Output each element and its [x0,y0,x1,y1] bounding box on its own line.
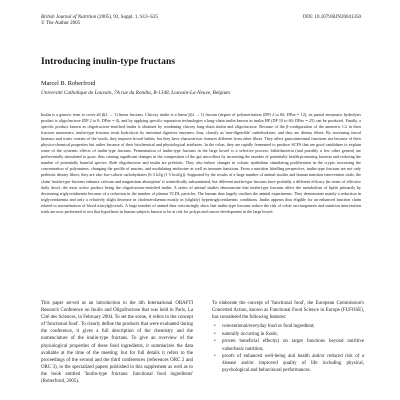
journal-volume: (2005), 93, Suppl. 1, S13–S25 [96,15,158,20]
author-affiliation: Université Catholique de Louvain, 7A rue du Rondia, B-1348, Louvain-La-Neuve, Belgium [41,90,230,96]
body-left-column [41,300,193,400]
body-right-column [212,300,364,400]
bullet-icon: • [214,354,216,360]
list-item: • proofs of enhanced well-being and health and/or reduced risk of a disease and/or improved quality of life including physical, psychological and behavioural performances. [214,354,364,374]
list-item: • proven beneficial effect(s) on target functions beyond nutritive value/basic nutrition; [214,339,364,352]
list-item: • conventional/everyday food or food ingredient; [214,324,315,330]
copyright-line: © The Author 2005 [41,21,81,27]
list-item: • naturally occurring in foods; [214,331,278,337]
bullet-icon: • [214,331,216,337]
journal-name: British Journal of Nutrition [41,15,97,20]
bullet-icon: • [214,339,216,345]
functional-food-paragraph: To elaborate the concept of 'functional food', the European Commission's Concerted Action, known as Functional Food Science in Europe (FUFOSE), has considered the following features: [212,301,364,321]
bullet-icon: • [214,324,216,330]
doi-label: DOI: 10.1079/BJN20041350 [302,15,361,20]
journal-citation [41,15,261,28]
abstract-text: Inulin is a generic term to cover all β(2 → 1) linear fructans. Chicory inulin is a linear β(2 → 1) fructan (degree of polymerisation (DP) 2 to 60; DPav = 12), its partial enzymatic hydrolysis product is oligofructose (DP 2 to 8; DPav = 4), and by applying specific separation technologies a long-chain inulin known as inulin HP (DP 10 to 60; DPav = 25) can be produced. Finally, a specific product known as oligofructose-enriched inulin is obtained by combining chicory long-chain inulin and oligofructose. Because of the β-configuration of the anomeric C2 in their fructose monomers, inulin-type fructans resist hydrolysis by intestinal digestive enzymes; thus, classify as 'non-digestible' carbohydrates, and they are dietary fibres. By increasing faecal biomass and water content of the stools, they improve bowel habits, but they have characteristic features different from other fibres. They affect gastrointestinal functions not because of their physico-chemical properties but rather because of their biochemical and physiological attributes. In the colon, they are rapidly fermented to produce SCFA that are good candidates to explain some of the systemic effects of inulin-type fructans. Fermentation of inulin-type fructans in the large bowel is a selective process; bifidobacteria (and possibly a few other genera) are preferentially stimulated to grow, thus causing significant changes in the composition of the gut microflora by increasing the number of potentially health-promoting bacteria and reducing the number of potentially harmful species. Both oligofructose and inulin are prebiotic. They also induce changes in colonic epithelium stimulating proliferation in the crypts, increasing the concentration of polyamines, changing the profile of mucins, and modulating endocrine as well as immune functions. From a nutrition labelling perspective, inulin-type fructans are not only prebiotic dietary fibres; they are also low-calorie carbohydrates (6·3 kJ/g (1·5 kcal/g)). Supported by the results of a large number of animal studies and human nutrition intervention trials, the claim 'inulin-type fructans enhance calcium and magnesium absorption' is scientifically substantiated, but different inulin-type fructans have probably a different efficacy (in terms of effective daily dose), the most active product being the oligofructose-enriched inulin. A series of animal studies demonstrate that inulin-type fructans affect the metabolism of lipids primarily by decreasing triglyceridaemia because of a reduction in the number of plasma VLDL particles. The human data largely confirm the animal experiments. They demonstrate mainly a reduction in triglyceridaemia and only a relatively slight decrease in cholesterolaemia mostly in (slightly) hypertriglyceridaemic conditions. Inulin appears thus eligible for an enhanced function claim related to normalisation of blood triacylglycerols. A large number of animal data convincingly show that inulin-type fructans reduce the risk of colon carcinogenesis and nutrition intervention trials are now performed to test that hypothesis in human subjects known to be at risk for polyps and cancer development in the large bowel. [41,112,361,214]
features-list [212,323,364,374]
author-name: Marcel B. Roberfroid [41,80,96,87]
intro-paragraph: This paper served as an introduction to the 4th International ORAFTI Research Conference on Inulin and Oligofructose that was held in Paris, La Cité des Sciences, in February 2004. To set the scene, it refers to the concept of 'functional food'. To clearly define the products that were evaluated during the conference, it gives a full description of the chemistry and the nomenclature of the inulin-type fructans. To give an overview of the physiological properties of these food ingredients, it summarizes the data available at the time of the meeting; but for full details it refers to the proceedings of the second and the third conferences (references ORC 2 and ORC 3), to the specialized papers published in this supplement as well as to the book entitled 'Inulin-type fructans: functional food ingredients' (Roberfroid, 2005). [41,301,193,385]
article-title: Introducing inulin-type fructans [41,56,176,67]
